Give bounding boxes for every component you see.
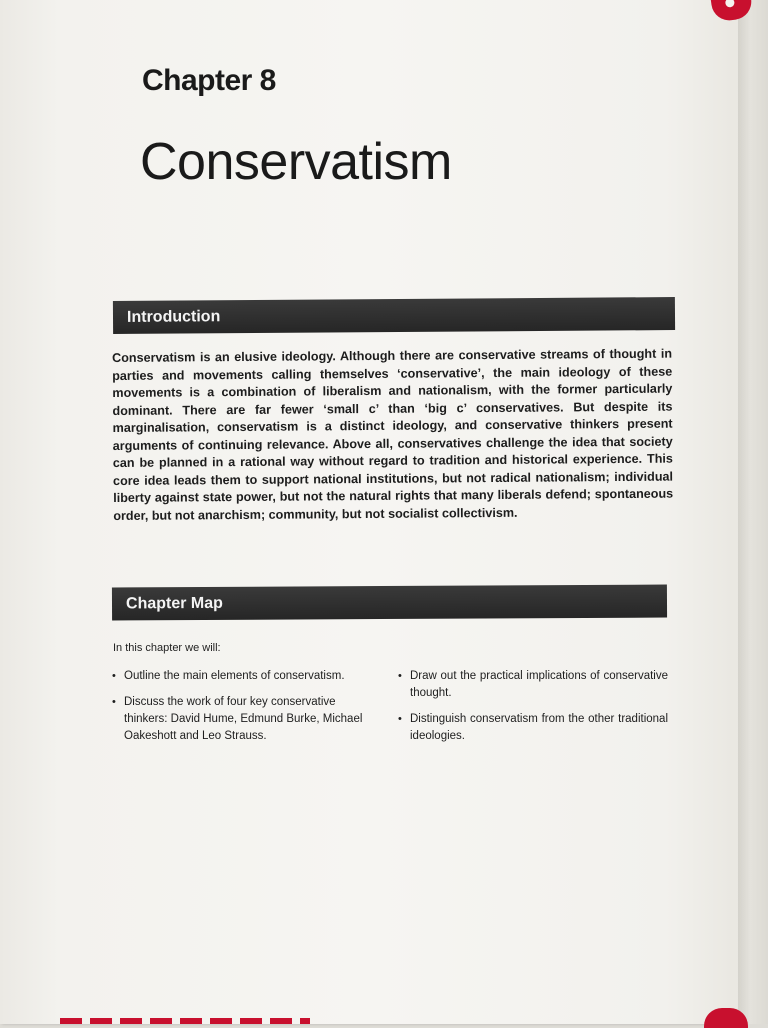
chapter-map-item-text: Discuss the work of four key conservative thinkers: David Hume, Edmund Burke, Michael Oakeshott and Leo Strauss. bbox=[124, 696, 363, 742]
chapter-map-item bbox=[112, 668, 380, 685]
chapter-number: Chapter 8 bbox=[142, 64, 276, 97]
introduction-heading-bar bbox=[113, 297, 675, 334]
bullet-icon: • bbox=[398, 713, 402, 725]
bullet-icon: • bbox=[112, 670, 116, 682]
introduction-heading: Introduction bbox=[126, 307, 221, 326]
chapter-map-item-text: Distinguish conservatism from the other traditional ideologies. bbox=[410, 713, 668, 742]
chapter-map-item-text: Draw out the practical implications of conservative thought. bbox=[410, 670, 668, 699]
chapter-map-intro: In this chapter we will: bbox=[113, 642, 221, 654]
bullet-icon: • bbox=[398, 670, 402, 682]
chapter-map-list-right bbox=[398, 668, 668, 754]
chapter-title: Conservatism bbox=[140, 133, 452, 191]
bullet-icon: • bbox=[112, 696, 116, 708]
page-edge bbox=[738, 0, 768, 1024]
chapter-map-item-text: Outline the main elements of conservatism. bbox=[124, 670, 345, 682]
introduction-paragraph: Conservatism is an elusive ideology. Although there are conservative streams of thought in parties and movements calling themselves ‘conservative’, the main ideology of these movements is a combination of liberalism and nationalism, with the former particularly dominant. There are far fewer ‘small c’ than ‘big c’ conservatives. But despite its marginalisation, conservatism is a distinct ideology, and conservative thinkers present arguments of continuing relevance. Above all, conservatives challenge the idea that society can be planned in a rational way without regard to tradition and historical experience. This core idea leads them to support national institutions, but not radical nationalism; individual liberty against state power, but not the natural rights that many liberals defend; spontaneous order, but not anarchism; community, but not socialist collectivism. bbox=[112, 346, 674, 523]
chapter-map-item bbox=[398, 668, 668, 702]
chapter-map-list-left bbox=[112, 668, 380, 754]
chapter-map-heading-bar bbox=[112, 585, 667, 621]
chapter-map-item bbox=[398, 711, 668, 745]
chapter-map-heading: Chapter Map bbox=[125, 594, 223, 612]
bottom-red-decoration bbox=[60, 1018, 310, 1024]
chapter-map-item bbox=[112, 694, 380, 745]
